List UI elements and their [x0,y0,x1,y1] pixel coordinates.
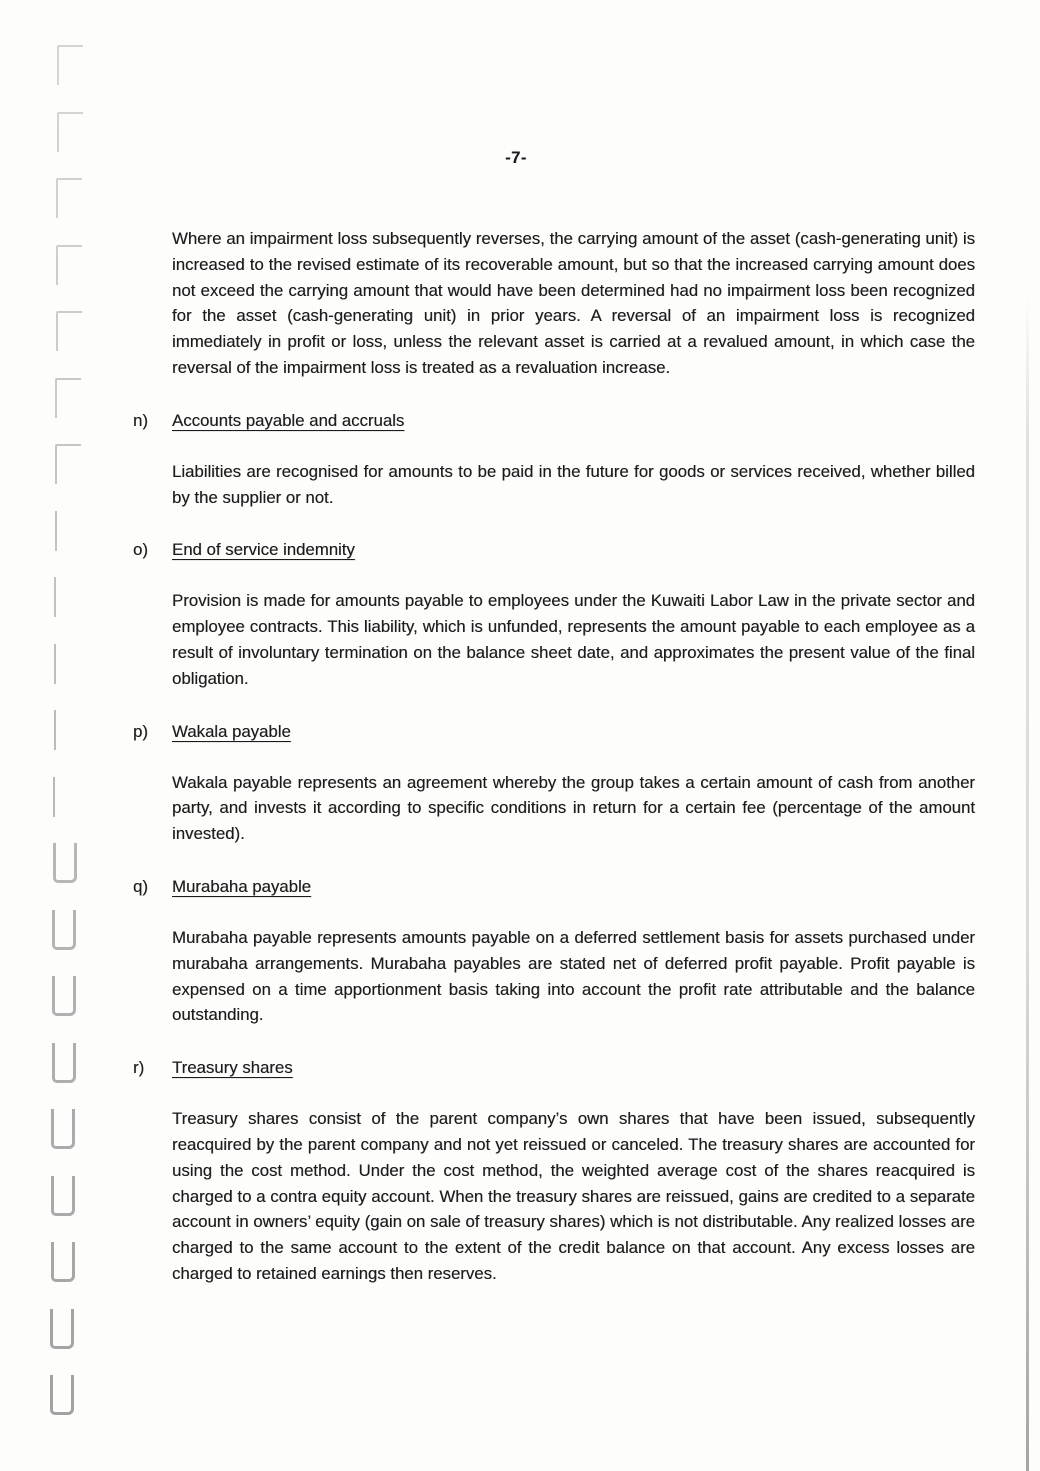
binding-hole-mark [51,1176,75,1216]
section-label: r) [133,1058,145,1078]
binding-hole-mark [56,178,82,218]
section-heading-row [133,874,975,900]
binding-hole-marks-column [0,0,100,1471]
binding-hole-mark [55,378,81,418]
binding-hole-mark [50,1375,74,1415]
binding-hole-mark [54,644,80,684]
binding-hole-mark [55,444,81,484]
section-accounts-payable [133,408,975,511]
section-wakala-payable [133,719,975,847]
binding-hole-mark [53,777,79,817]
binding-hole-mark [50,1309,74,1349]
page-number: -7- [505,149,527,167]
section-label: n) [133,410,148,430]
section-heading: End of service indemnity [172,540,355,560]
binding-hole-mark [52,910,76,950]
intro-paragraph: Where an impairment loss subsequently reverses, the carrying amount of the asset (cash-generating unit) is increased to the revised estimate of its recoverable amount, but so that the increased carrying amount does not exceed the carrying amount that would have been determined had no impairment loss been recognized for the asset (cash-generating unit) in prior years. A reversal of an impairment loss is recognized immediately in profit or loss, unless the relevant asset is carried at a revalued amount, in which case the reversal of the impairment loss is treated as a revaluation increase. [172,229,975,377]
binding-hole-mark [52,1043,76,1083]
binding-hole-mark [52,976,76,1016]
binding-hole-mark [51,1109,75,1149]
binding-hole-mark [51,1242,75,1282]
section-body: Murabaha payable represents amounts payable on a deferred settlement basis for assets purchased under murabaha arrangements. Murabaha payables are stated net of deferred profit payable. Profit payable is expensed on a time apportionment basis taking into account the profit rate attributable and the balance outstanding. [172,927,975,1025]
page-content [133,226,975,1287]
section-heading: Murabaha payable [172,876,312,896]
section-body: Wakala payable represents an agreement whereby the group takes a certain amount of cash from another party, and invests it according to specific conditions in return for a certain fee (percentage of the amount invested). [172,772,975,844]
section-heading-row [133,719,975,745]
binding-hole-mark [55,511,81,551]
section-label: o) [133,540,148,560]
section-body: Treasury shares consist of the parent company’s own shares that have been issued, subsequently reacquired by the parent company and not yet reissued or canceled. The treasury shares are accounted for using the cost method. Under the cost method, the weighted average cost of the shares reacquired is charged to a contra equity account. When the treasury shares are reissued, gains are credited to a separate account in owners’ equity (gain on sale of treasury shares) which is not distributable. Any realized losses are charged to the same account to the extent of the credit balance on that account. Any excess losses are charged to retained earnings then reserves. [172,1109,975,1283]
section-treasury-shares [133,1055,975,1287]
section-heading-row [133,1055,975,1081]
section-heading-row [133,408,975,434]
section-heading: Treasury shares [172,1058,293,1078]
section-heading: Accounts payable and accruals [172,410,405,430]
binding-hole-mark [57,45,83,85]
binding-hole-mark [56,245,82,285]
section-end-of-service-indemnity [133,537,975,691]
section-murabaha-payable [133,874,975,1028]
section-label: p) [133,721,148,741]
section-body: Provision is made for amounts payable to employees under the Kuwaiti Labor Law in the private sector and employee contracts. This liability, which is unfunded, represents the amount payable to each employee as a result of involuntary termination on the balance sheet date, and approximates the present value of the final obligation. [172,591,975,688]
binding-hole-mark [54,577,80,617]
binding-hole-mark [53,843,77,883]
binding-hole-mark [56,311,82,351]
page-edge-scan-line [1026,295,1029,1471]
section-heading-row [133,537,975,563]
section-label: q) [133,876,148,896]
section-heading: Wakala payable [172,721,291,741]
section-body: Liabilities are recognised for amounts to be paid in the future for goods or services received, whether billed by the supplier or not. [172,461,975,507]
binding-hole-mark [54,710,80,750]
binding-hole-mark [57,112,83,152]
